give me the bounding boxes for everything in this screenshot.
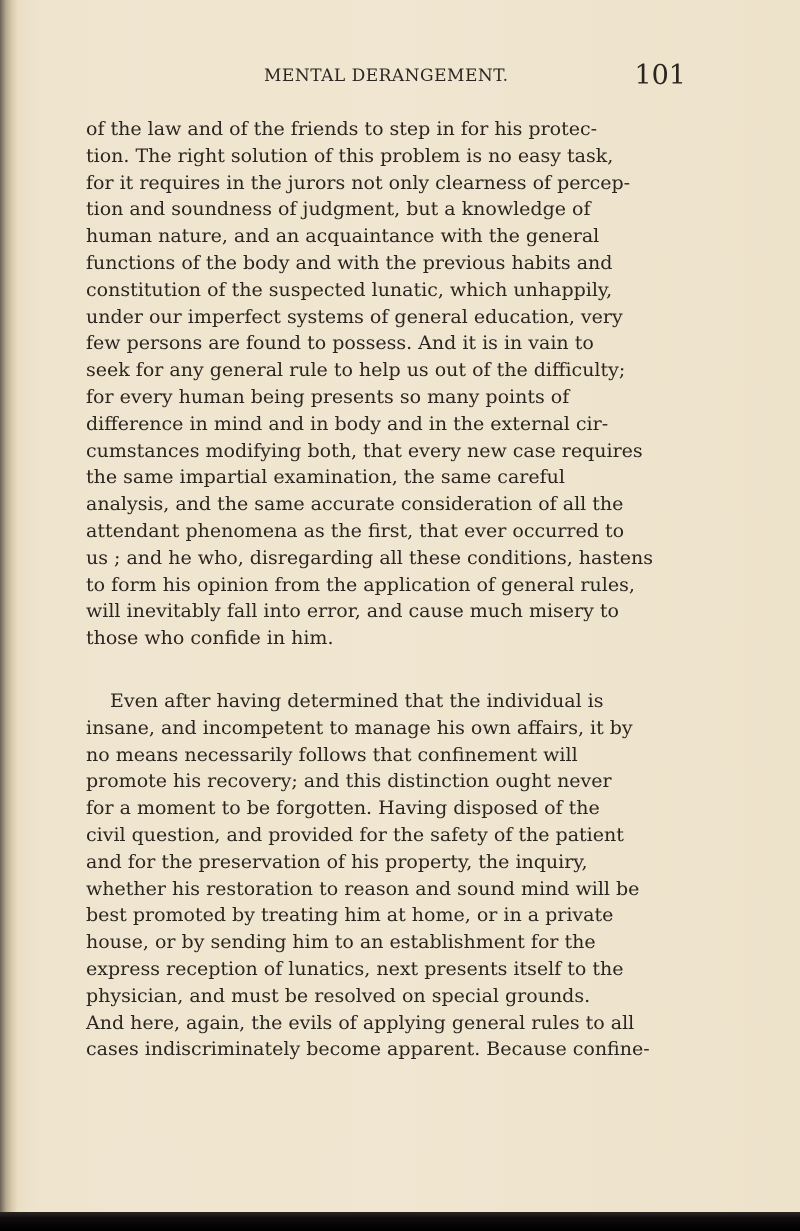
text-line: no means necessarily follows that confinement will [86,743,578,766]
page-number: 101 [634,60,686,91]
text-line: best promoted by treating him at home, or in a private [86,904,614,927]
text-line: whether his restoration to reason and sound mind will be [86,877,640,900]
text-line: tion. The right solution of this problem is no easy task, [86,144,614,167]
text-line: house, or by sending him to an establishment for the [86,931,596,954]
text-line: constitution of the suspected lunatic, which unhappily, [86,278,613,301]
text-line: functions of the body and with the previous habits and [86,251,613,274]
paragraph-gap [86,652,686,688]
text-line: few persons are found to possess. And it is in vain to [86,332,594,355]
text-line: difference in mind and in body and in the external cir- [86,412,609,435]
text-line: those who confide in him. [86,627,334,650]
text-line: seek for any general rule to help us out of the difficulty; [86,359,626,382]
text-line: for every human being presents so many points of [86,385,570,408]
paragraph-1 [86,116,686,652]
text-line: tion and soundness of judgment, but a knowledge of [86,198,591,221]
text-line: the same impartial examination, the same careful [86,466,565,489]
text-line: cumstances modifying both, that every new case requires [86,439,643,462]
text-line: physician, and must be resolved on special grounds. [86,984,591,1007]
text-line: express reception of lunatics, next presents itself to the [86,957,624,980]
running-head: MENTAL DERANGEMENT. [264,66,509,86]
text-line: us ; and he who, disregarding all these conditions, hastens [86,546,653,569]
page-gutter-shadow [0,0,18,1231]
body-text [86,116,686,1063]
text-line: And here, again, the evils of applying general rules to all [86,1011,635,1034]
text-line: under our imperfect systems of general education, very [86,305,623,328]
text-line: promote his recovery; and this distinction ought never [86,770,612,793]
page-bottom-edge [0,1212,800,1231]
text-line: of the law and of the friends to step in for his protec- [86,118,598,140]
text-line: Even after having determined that the individual is [110,689,604,712]
text-line: will inevitably fall into error, and cause much misery to [86,600,619,623]
text-line: for a moment to be forgotten. Having disposed of the [86,797,600,820]
paragraph-2 [86,688,686,1063]
text-line: analysis, and the same accurate consideration of all the [86,493,624,516]
text-line: human nature, and an acquaintance with the general [86,225,600,248]
text-line: for it requires in the jurors not only clearness of percep- [86,171,631,194]
text-line: insane, and incompetent to manage his own affairs, it by [86,716,633,739]
text-line: to form his opinion from the application of general rules, [86,573,635,596]
text-line: civil question, and provided for the safety of the patient [86,823,624,846]
page-header [86,60,686,100]
text-line: attendant phenomena as the first, that ever occurred to [86,519,625,542]
text-line: cases indiscriminately become apparent. Because confine- [86,1038,650,1061]
text-line: and for the preservation of his property, the inquiry, [86,850,588,873]
